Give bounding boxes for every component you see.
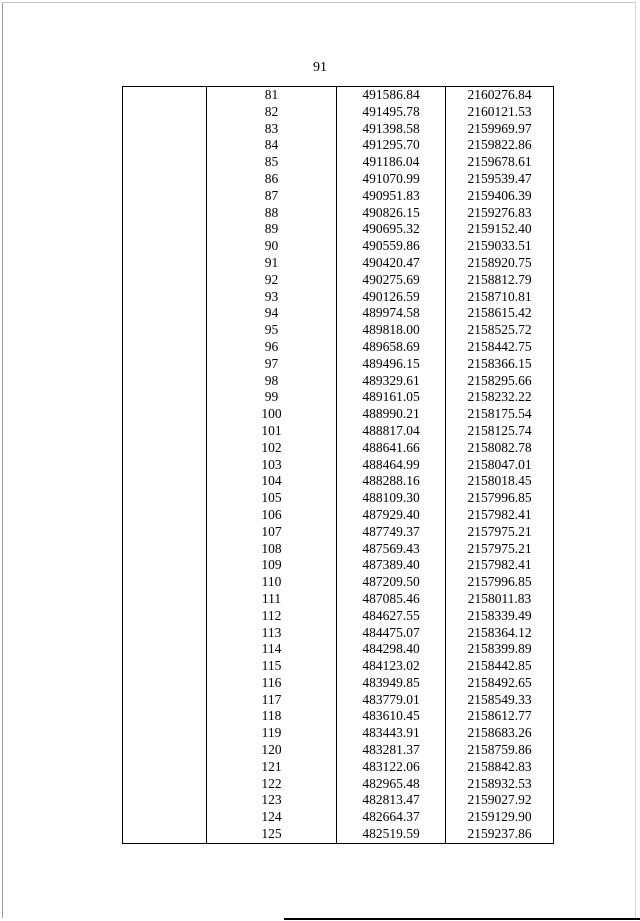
y-coordinate-cell: 2158295.66 [446,373,554,390]
table-row [123,625,554,642]
blank-cell [123,776,207,793]
page-bottom-rule [284,918,640,920]
table-row [123,608,554,625]
y-coordinate-cell: 2158232.22 [446,389,554,406]
blank-cell [123,541,207,558]
blank-cell [123,557,207,574]
table-row [123,675,554,692]
point-number-cell: 94 [207,305,337,322]
x-coordinate-cell: 487085.46 [337,591,446,608]
table-row [123,759,554,776]
table-row [123,574,554,591]
y-coordinate-cell: 2157996.85 [446,574,554,591]
table-row [123,121,554,138]
x-coordinate-cell: 487749.37 [337,524,446,541]
y-coordinate-cell: 2158082.78 [446,440,554,457]
x-coordinate-cell: 483281.37 [337,742,446,759]
x-coordinate-cell: 490695.32 [337,221,446,238]
blank-cell [123,641,207,658]
point-number-cell: 95 [207,322,337,339]
y-coordinate-cell: 2158364.12 [446,625,554,642]
x-coordinate-cell: 484475.07 [337,625,446,642]
coordinate-table [122,86,554,844]
y-coordinate-cell: 2159129.90 [446,809,554,826]
y-coordinate-cell: 2159033.51 [446,238,554,255]
y-coordinate-cell: 2158615.42 [446,305,554,322]
x-coordinate-cell: 487929.40 [337,507,446,524]
table-row [123,171,554,188]
y-coordinate-cell: 2158932.53 [446,776,554,793]
y-coordinate-cell: 2158442.75 [446,339,554,356]
blank-cell [123,305,207,322]
blank-cell [123,725,207,742]
y-coordinate-cell: 2158759.86 [446,742,554,759]
x-coordinate-cell: 487209.50 [337,574,446,591]
y-coordinate-cell: 2159276.83 [446,205,554,222]
blank-cell [123,809,207,826]
x-coordinate-cell: 489974.58 [337,305,446,322]
table-row [123,423,554,440]
point-number-cell: 90 [207,238,337,255]
table-row [123,289,554,306]
point-number-cell: 111 [207,591,337,608]
table-row [123,809,554,826]
table-row [123,776,554,793]
table-row [123,473,554,490]
point-number-cell: 115 [207,658,337,675]
table-row [123,339,554,356]
point-number-cell: 99 [207,389,337,406]
point-number-cell: 107 [207,524,337,541]
point-number-cell: 120 [207,742,337,759]
table-row [123,457,554,474]
point-number-cell: 114 [207,641,337,658]
table-row [123,104,554,121]
blank-cell [123,658,207,675]
table-row [123,557,554,574]
point-number-cell: 91 [207,255,337,272]
table-row [123,154,554,171]
point-number-cell: 98 [207,373,337,390]
y-coordinate-cell: 2159822.86 [446,137,554,154]
x-coordinate-cell: 482965.48 [337,776,446,793]
y-coordinate-cell: 2158442.85 [446,658,554,675]
y-coordinate-cell: 2159152.40 [446,221,554,238]
x-coordinate-cell: 487569.43 [337,541,446,558]
point-number-cell: 104 [207,473,337,490]
table-row [123,524,554,541]
y-coordinate-cell: 2158549.33 [446,692,554,709]
table-row [123,356,554,373]
y-coordinate-cell: 2158492.65 [446,675,554,692]
point-number-cell: 105 [207,490,337,507]
point-number-cell: 81 [207,87,337,104]
blank-cell [123,826,207,843]
blank-cell [123,272,207,289]
x-coordinate-cell: 489496.15 [337,356,446,373]
x-coordinate-cell: 488288.16 [337,473,446,490]
blank-cell [123,574,207,591]
table-row [123,87,554,104]
x-coordinate-cell: 482664.37 [337,809,446,826]
point-number-cell: 118 [207,708,337,725]
y-coordinate-cell: 2158018.45 [446,473,554,490]
blank-cell [123,675,207,692]
table-row [123,373,554,390]
y-coordinate-cell: 2158710.81 [446,289,554,306]
point-number-cell: 85 [207,154,337,171]
blank-cell [123,440,207,457]
point-number-cell: 82 [207,104,337,121]
point-number-cell: 113 [207,625,337,642]
x-coordinate-cell: 488990.21 [337,406,446,423]
x-coordinate-cell: 491070.99 [337,171,446,188]
blank-cell [123,389,207,406]
blank-cell [123,238,207,255]
table-row [123,490,554,507]
x-coordinate-cell: 491186.04 [337,154,446,171]
table-row [123,406,554,423]
y-coordinate-cell: 2158011.83 [446,591,554,608]
blank-cell [123,205,207,222]
blank-cell [123,171,207,188]
table-row [123,725,554,742]
blank-cell [123,457,207,474]
point-number-cell: 83 [207,121,337,138]
y-coordinate-cell: 2159678.61 [446,154,554,171]
y-coordinate-cell: 2158339.49 [446,608,554,625]
table-row [123,305,554,322]
table-row [123,708,554,725]
blank-cell [123,708,207,725]
blank-cell [123,289,207,306]
point-number-cell: 108 [207,541,337,558]
blank-cell [123,137,207,154]
point-number-cell: 117 [207,692,337,709]
blank-cell [123,373,207,390]
x-coordinate-cell: 490126.59 [337,289,446,306]
table-row [123,826,554,843]
y-coordinate-cell: 2158683.26 [446,725,554,742]
x-coordinate-cell: 489658.69 [337,339,446,356]
coordinate-table-body [123,87,554,844]
x-coordinate-cell: 491398.58 [337,121,446,138]
point-number-cell: 112 [207,608,337,625]
table-row [123,188,554,205]
table-row [123,641,554,658]
point-number-cell: 123 [207,792,337,809]
blank-cell [123,591,207,608]
point-number-cell: 86 [207,171,337,188]
y-coordinate-cell: 2157975.21 [446,524,554,541]
y-coordinate-cell: 2159406.39 [446,188,554,205]
x-coordinate-cell: 488464.99 [337,457,446,474]
blank-cell [123,188,207,205]
y-coordinate-cell: 2159969.97 [446,121,554,138]
blank-cell [123,792,207,809]
point-number-cell: 125 [207,826,337,843]
point-number-cell: 84 [207,137,337,154]
x-coordinate-cell: 490275.69 [337,272,446,289]
y-coordinate-cell: 2157982.41 [446,557,554,574]
point-number-cell: 106 [207,507,337,524]
x-coordinate-cell: 487389.40 [337,557,446,574]
point-number-cell: 119 [207,725,337,742]
page-number: 91 [313,60,327,75]
x-coordinate-cell: 488817.04 [337,423,446,440]
blank-cell [123,507,207,524]
table-row [123,742,554,759]
table-row [123,692,554,709]
table-row [123,322,554,339]
point-number-cell: 110 [207,574,337,591]
blank-cell [123,524,207,541]
blank-cell [123,104,207,121]
y-coordinate-cell: 2159027.92 [446,792,554,809]
x-coordinate-cell: 483443.91 [337,725,446,742]
y-coordinate-cell: 2157975.21 [446,541,554,558]
y-coordinate-cell: 2158525.72 [446,322,554,339]
x-coordinate-cell: 484123.02 [337,658,446,675]
y-coordinate-cell: 2158366.15 [446,356,554,373]
blank-cell [123,692,207,709]
table-row [123,541,554,558]
x-coordinate-cell: 491586.84 [337,87,446,104]
table-row [123,255,554,272]
point-number-cell: 121 [207,759,337,776]
y-coordinate-cell: 2159539.47 [446,171,554,188]
table-row [123,591,554,608]
table-row [123,238,554,255]
x-coordinate-cell: 490826.15 [337,205,446,222]
table-row [123,507,554,524]
y-coordinate-cell: 2158125.74 [446,423,554,440]
y-coordinate-cell: 2159237.86 [446,826,554,843]
table-row [123,440,554,457]
y-coordinate-cell: 2158047.01 [446,457,554,474]
point-number-cell: 92 [207,272,337,289]
point-number-cell: 97 [207,356,337,373]
blank-cell [123,255,207,272]
y-coordinate-cell: 2160121.53 [446,104,554,121]
blank-cell [123,154,207,171]
x-coordinate-cell: 490951.83 [337,188,446,205]
blank-cell [123,339,207,356]
x-coordinate-cell: 483949.85 [337,675,446,692]
x-coordinate-cell: 488641.66 [337,440,446,457]
table-row [123,389,554,406]
x-coordinate-cell: 484298.40 [337,641,446,658]
point-number-cell: 100 [207,406,337,423]
point-number-cell: 93 [207,289,337,306]
x-coordinate-cell: 483779.01 [337,692,446,709]
x-coordinate-cell: 483610.45 [337,708,446,725]
point-number-cell: 109 [207,557,337,574]
point-number-cell: 88 [207,205,337,222]
blank-cell [123,356,207,373]
point-number-cell: 116 [207,675,337,692]
point-number-cell: 102 [207,440,337,457]
point-number-cell: 124 [207,809,337,826]
blank-cell [123,221,207,238]
blank-cell [123,423,207,440]
y-coordinate-cell: 2158812.79 [446,272,554,289]
point-number-cell: 96 [207,339,337,356]
table-row [123,205,554,222]
blank-cell [123,473,207,490]
x-coordinate-cell: 482813.47 [337,792,446,809]
x-coordinate-cell: 488109.30 [337,490,446,507]
blank-cell [123,322,207,339]
x-coordinate-cell: 484627.55 [337,608,446,625]
x-coordinate-cell: 491495.78 [337,104,446,121]
table-row [123,221,554,238]
x-coordinate-cell: 489161.05 [337,389,446,406]
x-coordinate-cell: 482519.59 [337,826,446,843]
blank-cell [123,625,207,642]
y-coordinate-cell: 2158920.75 [446,255,554,272]
blank-cell [123,742,207,759]
blank-cell [123,608,207,625]
y-coordinate-cell: 2157996.85 [446,490,554,507]
x-coordinate-cell: 490420.47 [337,255,446,272]
point-number-cell: 101 [207,423,337,440]
point-number-cell: 103 [207,457,337,474]
y-coordinate-cell: 2158842.83 [446,759,554,776]
y-coordinate-cell: 2158175.54 [446,406,554,423]
x-coordinate-cell: 491295.70 [337,137,446,154]
point-number-cell: 89 [207,221,337,238]
x-coordinate-cell: 489818.00 [337,322,446,339]
table-row [123,272,554,289]
y-coordinate-cell: 2157982.41 [446,507,554,524]
blank-cell [123,87,207,104]
blank-cell [123,121,207,138]
point-number-cell: 87 [207,188,337,205]
x-coordinate-cell: 489329.61 [337,373,446,390]
x-coordinate-cell: 490559.86 [337,238,446,255]
blank-cell [123,406,207,423]
y-coordinate-cell: 2158612.77 [446,708,554,725]
y-coordinate-cell: 2158399.89 [446,641,554,658]
x-coordinate-cell: 483122.06 [337,759,446,776]
table-row [123,137,554,154]
table-row [123,658,554,675]
blank-cell [123,490,207,507]
table-row [123,792,554,809]
point-number-cell: 122 [207,776,337,793]
y-coordinate-cell: 2160276.84 [446,87,554,104]
blank-cell [123,759,207,776]
